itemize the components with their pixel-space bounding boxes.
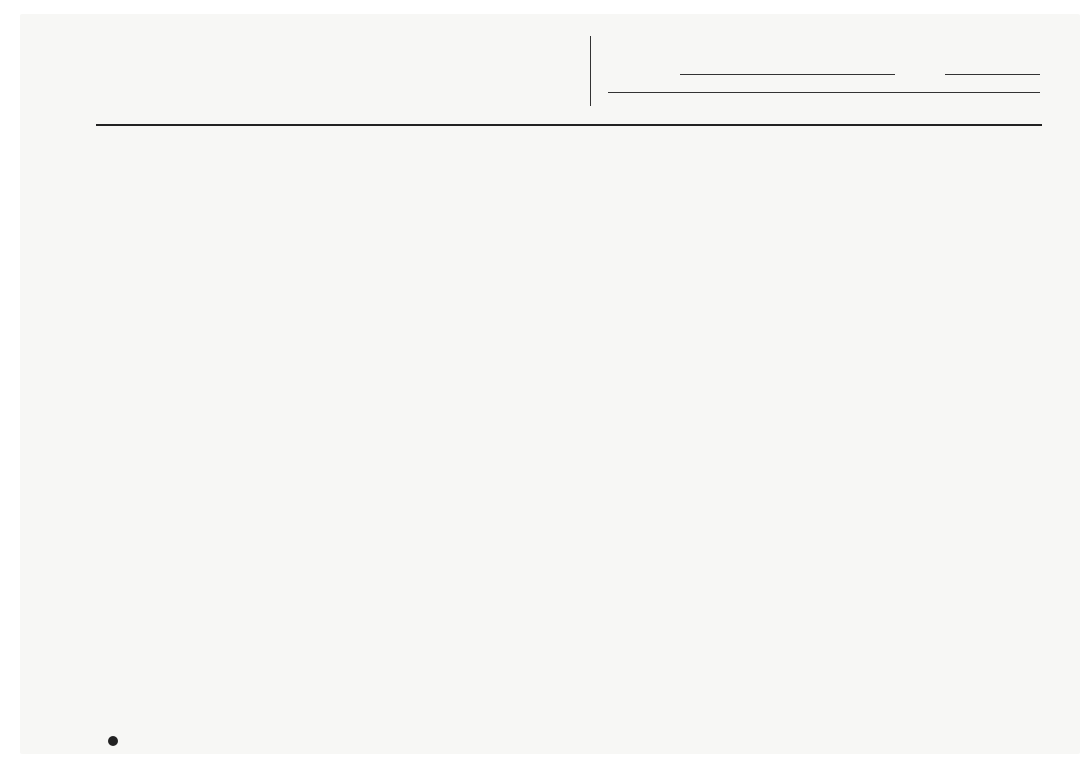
cbs-logo-icon: [108, 736, 118, 746]
